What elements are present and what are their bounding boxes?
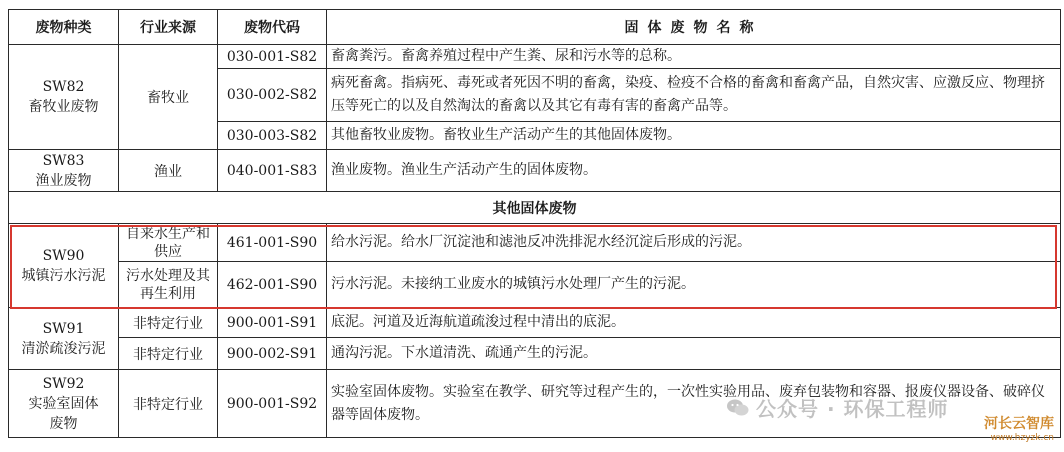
table-row <box>9 338 1061 370</box>
desc-cell: 通沟污泥。下水道清洗、疏通产生的污泥。 <box>327 338 1061 370</box>
table-row <box>9 150 1061 192</box>
table-row <box>9 224 1061 262</box>
section-row <box>9 192 1061 224</box>
source-cell: 自来水生产和供应 <box>119 224 218 262</box>
category-code: SW83 <box>42 152 85 169</box>
category-cell-sw90 <box>9 224 119 308</box>
desc-cell: 渔业废物。渔业生产活动产生的固体废物。 <box>327 150 1061 192</box>
category-code: SW90 <box>42 247 85 264</box>
source-cell: 非特定行业 <box>119 338 218 370</box>
source-cell: 渔业 <box>119 150 218 192</box>
desc-cell: 实验室固体废物。实验室在教学、研究等过程产生的，一次性实验用品、废弃包装物和容器、报废仪器设备、破碎仪器等固体废物。 <box>327 370 1061 438</box>
category-code: SW91 <box>42 320 85 337</box>
code-cell: 900-002-S91 <box>218 338 327 370</box>
desc-cell: 底泥。河道及近海航道疏浚过程中清出的底泥。 <box>327 308 1061 338</box>
category-name: 城镇污水污泥 <box>21 267 106 284</box>
category-name-cont: 废物 <box>49 415 78 432</box>
desc-cell: 畜禽粪污。畜禽养殖过程中产生粪、尿和污水等的总称。 <box>327 45 1061 69</box>
code-cell: 030-002-S82 <box>218 69 327 122</box>
watermark-text: 公众号 · 环保工程师 <box>756 397 949 421</box>
category-cell-sw83 <box>9 150 119 192</box>
table-row <box>9 308 1061 338</box>
table-row <box>9 45 1061 69</box>
source-cell: 畜牧业 <box>119 45 218 150</box>
code-cell: 462-001-S90 <box>218 262 327 308</box>
category-code: SW82 <box>42 79 85 95</box>
category-cell-sw92 <box>9 370 119 438</box>
wechat-icon <box>726 398 750 418</box>
code-cell: 900-001-S92 <box>218 370 327 438</box>
category-cell-sw91 <box>9 308 119 370</box>
source-cell: 非特定行业 <box>119 370 218 438</box>
desc-cell: 其他畜牧业废物。畜牧业生产活动产生的其他固体废物。 <box>327 122 1061 150</box>
code-cell: 461-001-S90 <box>218 224 327 262</box>
solid-waste-table <box>8 9 1061 438</box>
desc-cell: 给水污泥。给水厂沉淀池和滤池反冲洗排泥水经沉淀后形成的污泥。 <box>327 224 1061 262</box>
category-name: 畜牧业废物 <box>28 99 99 115</box>
header-name: 固体废物名称 <box>327 10 1061 45</box>
section-title: 其他固体废物 <box>9 192 1061 224</box>
watermark <box>726 393 949 422</box>
code-cell: 030-003-S82 <box>218 122 327 150</box>
category-cell-sw82 <box>9 45 119 150</box>
table-row <box>9 262 1061 308</box>
header-source: 行业来源 <box>119 10 218 45</box>
desc-cell: 病死畜禽。指病死、毒死或者死因不明的畜禽，染疫、检疫不合格的畜禽和畜禽产品，自然灾害、应激反应、物理挤压等死亡的以及自然淘汰的畜禽以及其它有毒有害的畜禽产品等。 <box>327 69 1061 122</box>
code-cell: 040-001-S83 <box>218 150 327 192</box>
category-code: SW92 <box>42 375 85 392</box>
category-name: 清淤疏浚污泥 <box>21 340 106 357</box>
source-cell: 污水处理及其再生利用 <box>119 262 218 308</box>
brand-url: www.hzyzk.cn <box>990 433 1054 443</box>
category-name: 渔业废物 <box>35 172 92 189</box>
category-name: 实验室固体 <box>28 395 99 412</box>
code-cell: 900-001-S91 <box>218 308 327 338</box>
source-cell: 非特定行业 <box>119 308 218 338</box>
desc-cell: 污水污泥。未接纳工业废水的城镇污水处理厂产生的污泥。 <box>327 262 1061 308</box>
code-cell: 030-001-S82 <box>218 45 327 69</box>
brand-watermark <box>984 413 1054 443</box>
brand-name: 河长云智库 <box>984 416 1054 432</box>
header-code: 废物代码 <box>218 10 327 45</box>
header-category: 废物种类 <box>9 10 119 45</box>
header-row <box>9 10 1061 45</box>
